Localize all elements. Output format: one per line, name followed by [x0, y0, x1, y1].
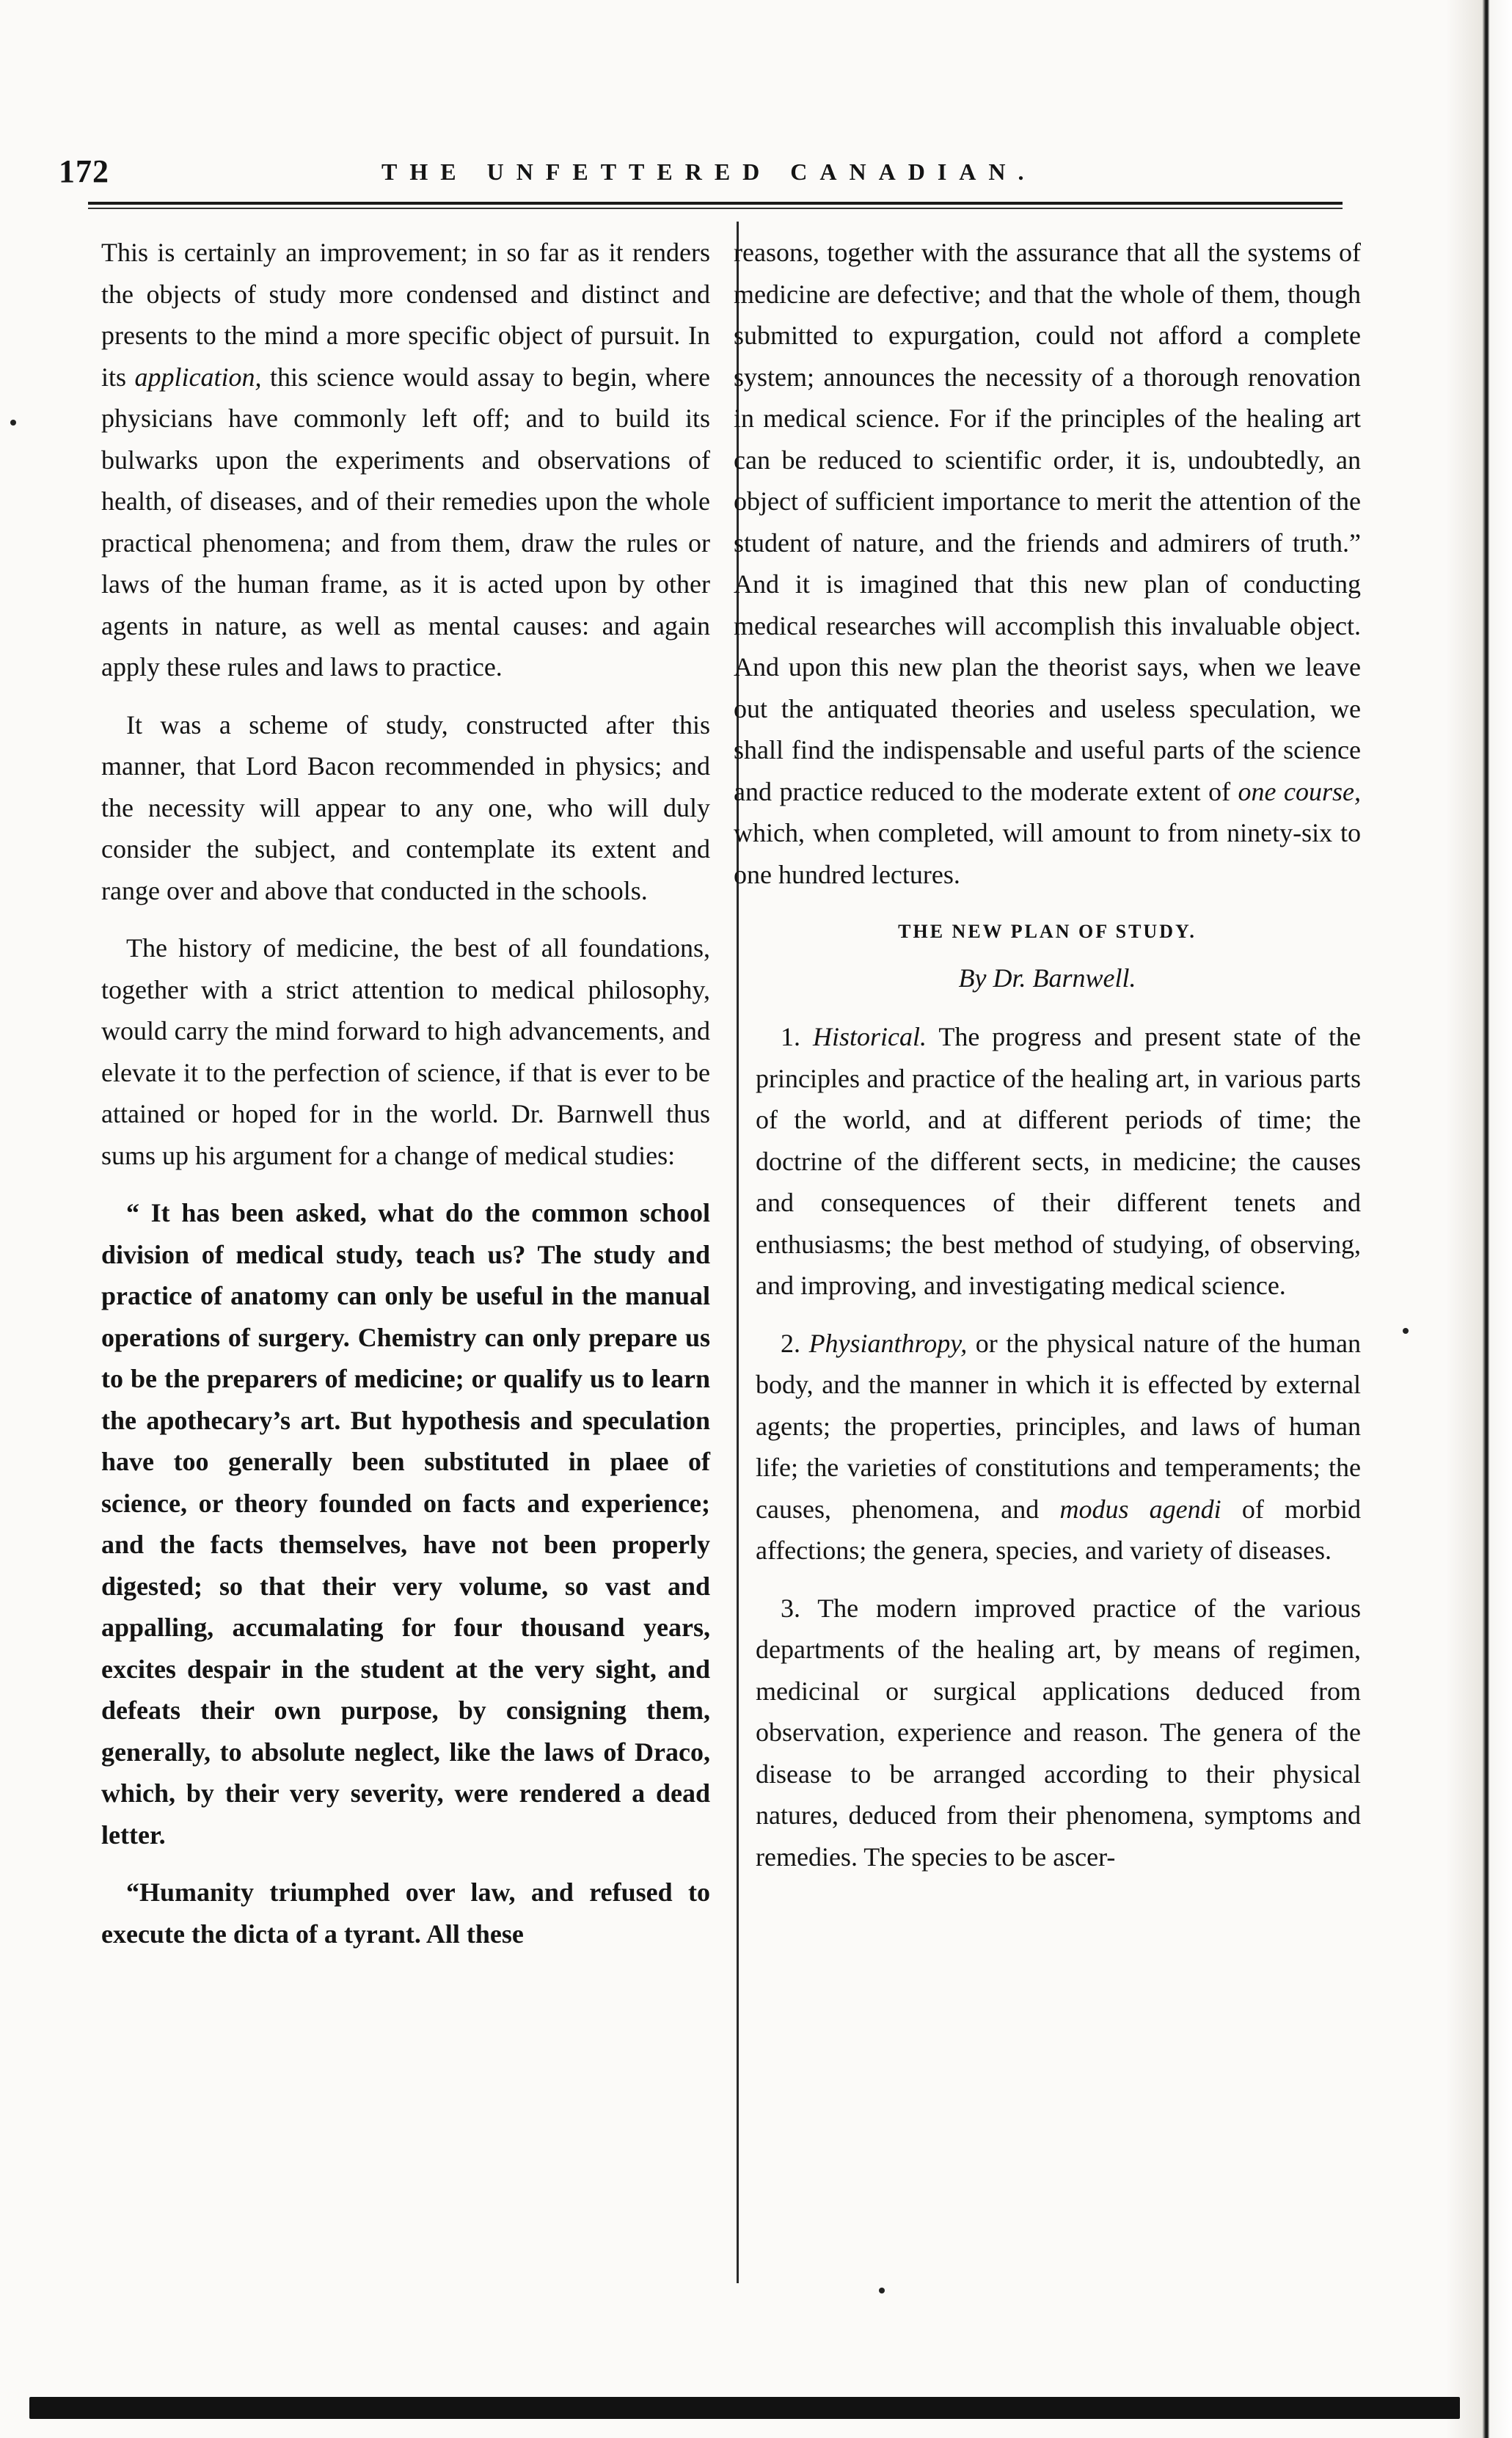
- left-quote-paragraph-2: “Humanity triumphed over law, and refused to execute the dicta of a tyrant. All these: [101, 1877, 710, 1949]
- byline: By Dr. Barnwell.: [958, 963, 1136, 993]
- header-rule: [88, 202, 1343, 205]
- item-heading: Physianthropy,: [808, 1328, 968, 1358]
- paragraph-text: which, when completed, will amount to from ninety-six to one hundred lectures.: [734, 818, 1361, 889]
- stray-mark: [879, 2288, 885, 2293]
- item-number: 2.: [781, 1328, 809, 1358]
- emphasis-application: application,: [134, 362, 262, 392]
- left-paragraph-1: [101, 232, 710, 688]
- left-column: [101, 232, 710, 1971]
- page-edge-shadow: [1446, 0, 1512, 2438]
- item-text: The progress and present state of the principles and practice of the healing art, in various parts of the world, and at different periods of time; the doctrine of the different sects, in medicine; the causes and consequences of their different tenets and enthusiasms; the best method of studying, of observing, and improving, and investigating medical science.: [756, 1022, 1362, 1300]
- plan-item-3: 3. The modern improved practice of the various departments of the healing art, by means of regimen, medicinal or surgical applications deduced from observation, experience and reason. The genera of the disease to be arranged according to their physical natures, deduced from their phenomena, symptoms and remedies. The species to be ascer-: [756, 1593, 1361, 1872]
- plan-item-2: [734, 1323, 1361, 1572]
- running-head: THE UNFETTERED CANADIAN.: [381, 158, 1037, 185]
- page-header: [59, 153, 1350, 197]
- item-text: or the physical nature of the human body, and the manner in which it is effected by external agents; the properties, principles, and laws of human life; the varieties of constitutions and temperaments; the causes, phenomena, and: [756, 1328, 1361, 1524]
- stray-mark: [10, 420, 16, 426]
- item-heading: Historical.: [812, 1022, 927, 1051]
- left-paragraph-2: It was a scheme of study, constructed after this manner, that Lord Bacon recommended in physics; and the necessity will appear to any one, who will duly consider the subject, and contemplate its extent and range over and above that conducted in the schools.: [101, 709, 710, 905]
- item-text: of morbid affections; the genera, species, and variety of diseases.: [756, 1494, 1362, 1565]
- paragraph-text: reasons, together with the assurance that all the systems of medicine are defective; and that the whole of them, though submitted to expurgation, could not afford a complete system; announces the necessity of a thorough renovation in medical science. For if the principles of the healing art can be reduced to scientific order, it is, undoubtedly, an object of sufficient importance to merit the attention of the student of nature, and the friends and admirers of truth.” And it is imagined that this new plan of conducting medical researches will accomplish this invaluable object. And upon this new plan the theorist says, when we leave out the antiquated theories and useless speculation, we shall find the indispensable and useful parts of the science and practice reduced to the moderate extent of: [734, 238, 1361, 806]
- header-rule-thin: [88, 208, 1343, 209]
- paragraph-text: This is certainly an improvement; in so far as it renders the objects of study more condensed and distinct and presents to the mind a more specific object of pursuit. In its: [101, 238, 710, 392]
- stray-mark: [1403, 1328, 1409, 1334]
- section-title: THE NEW PLAN OF STUDY.: [898, 921, 1197, 942]
- emphasis-one-course: one course,: [1238, 776, 1361, 806]
- page-number: 172: [59, 153, 109, 189]
- right-column: [734, 232, 1361, 1894]
- bottom-edge-shadow: [29, 2397, 1460, 2419]
- right-paragraph-1: [734, 232, 1361, 895]
- plan-item-1: [734, 1016, 1361, 1307]
- item-number: 1.: [781, 1022, 813, 1051]
- paragraph-text: this science would assay to begin, where physicians have commonly left off; and to build its bulwarks upon the experiments and observations of health, of diseases, and of their remedies upon the whole practical phenomena; and from them, draw the rules or laws of the human frame, as it is acted upon by other agents in nature, as well as mental causes: and again apply these rules and laws to practice.: [101, 362, 710, 682]
- left-quote-paragraph: “ It has been asked, what do the common school division of medical study, teach us? The study and practice of anatomy can only be useful in the manual operations of surgery. Chemistry can only prepare us to be the preparers of medicine; or qualify us to learn the apothecary’s art. But hypothesis and speculation have too generally been substituted in plaee of science, or theory founded on facts and experience; and the facts themselves, have not been properly digested; so that their very volume, so vast and appalling, accumalating for four thousand years, excites despair in the student at the very sight, and defeats their own purpose, by consigning them, generally, to absolute neglect, like the laws of Draco, which, by their very severity, were rendered a dead letter.: [101, 1198, 710, 1850]
- emphasis-modus-agendi: modus agendi: [1059, 1494, 1221, 1524]
- left-paragraph-3: The history of medicine, the best of all foundations, together with a strict attention to medical philosophy, would carry the mind forward to high advancements, and elevate it to the perfection of science, if that is ever to be attained or hoped for in the world. Dr. Barnwell thus sums up his argument for a change of medical studies:: [101, 933, 710, 1170]
